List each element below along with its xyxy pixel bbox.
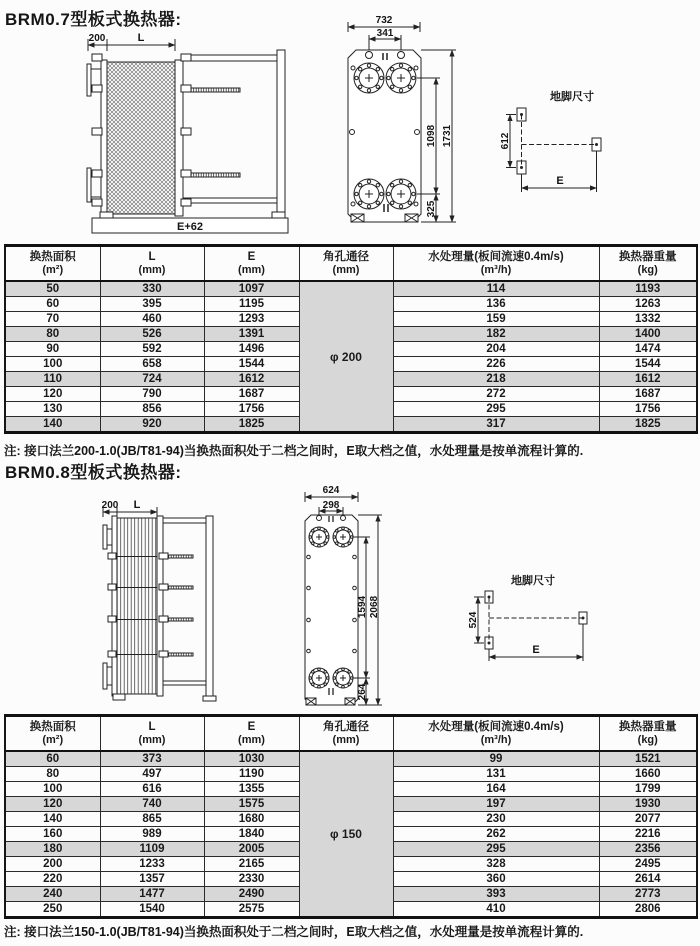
column-header: 角孔通径 (mm) — [299, 716, 393, 752]
cell: 2490 — [204, 887, 299, 902]
cell: 2005 — [204, 842, 299, 857]
cell: 226 — [393, 357, 599, 372]
cell: 1400 — [599, 327, 697, 342]
nozzle-flange — [103, 525, 107, 549]
cell: 1263 — [599, 297, 697, 312]
cell: 592 — [100, 342, 204, 357]
cell: 497 — [100, 767, 204, 782]
cell: 262 — [393, 827, 599, 842]
dim-depth-08: 200 — [101, 500, 119, 511]
cell: 100 — [5, 782, 100, 797]
cell: 1109 — [100, 842, 204, 857]
cell: 60 — [5, 297, 100, 312]
dim-port-span-08: 298 — [322, 500, 340, 511]
cell: 1540 — [100, 902, 204, 918]
feet-vertical-08: 524 — [468, 611, 479, 629]
cell: 1474 — [599, 342, 697, 357]
side-view-brm07 — [87, 39, 288, 233]
cell: 90 — [5, 342, 100, 357]
cell: 1756 — [204, 402, 299, 417]
column-header: E (mm) — [204, 716, 299, 752]
cell: 616 — [100, 782, 204, 797]
feet-diagram-brm08 — [474, 591, 587, 661]
cell: 80 — [5, 767, 100, 782]
cell: 1930 — [599, 797, 697, 812]
cell: 1825 — [204, 417, 299, 433]
table-row — [5, 281, 697, 297]
nozzle-flange — [87, 64, 91, 96]
dim-width-07: 732 — [375, 15, 393, 26]
dim-base-07: E+62 — [177, 221, 203, 233]
dim-bottom-08: 264 — [357, 683, 368, 701]
cell: 120 — [5, 797, 100, 812]
cell: 1391 — [204, 327, 299, 342]
cell: 99 — [393, 751, 599, 767]
cell: 1496 — [204, 342, 299, 357]
feet-title-07: 地脚尺寸 — [550, 91, 594, 103]
cell: 100 — [5, 357, 100, 372]
nozzle-flange — [87, 168, 91, 202]
cell: 526 — [100, 327, 204, 342]
plate-pack — [107, 62, 175, 214]
cell: 1544 — [599, 357, 697, 372]
side-view-brm08 — [103, 507, 216, 701]
column-header: 换热面积 (m²) — [5, 716, 100, 752]
cell: 1612 — [599, 372, 697, 387]
cell: 410 — [393, 902, 599, 918]
cell: 250 — [5, 902, 100, 918]
cell: 159 — [393, 312, 599, 327]
cell: 856 — [100, 402, 204, 417]
feet-horizontal-08: E — [532, 644, 540, 656]
cell: 200 — [5, 857, 100, 872]
section1-note: 注: 接口法兰200-1.0(JB/T81-94)当换热面积处于二档之间时，E取大档之值，水处理量是按单流程计算的. — [4, 444, 584, 458]
feet-diagram-brm07 — [506, 108, 601, 192]
brm07-spec-table — [4, 244, 698, 434]
cell: 460 — [100, 312, 204, 327]
dim-height-07: 1731 — [442, 124, 453, 148]
cell: 230 — [393, 812, 599, 827]
cell: 328 — [393, 857, 599, 872]
cell: 865 — [100, 812, 204, 827]
cell: 140 — [5, 812, 100, 827]
brm08-spec-table — [4, 714, 698, 919]
cell: 1293 — [204, 312, 299, 327]
cell: 180 — [5, 842, 100, 857]
cell: 724 — [100, 372, 204, 387]
cell: 295 — [393, 402, 599, 417]
cell: 2356 — [599, 842, 697, 857]
table-row — [5, 751, 697, 767]
section2-diagrams — [0, 485, 700, 713]
feet-vertical-07: 612 — [500, 132, 511, 150]
cell: 1332 — [599, 312, 697, 327]
cell: 272 — [393, 387, 599, 402]
dim-port-height-08: 1594 — [357, 595, 368, 619]
header-row — [5, 246, 697, 282]
cell: 373 — [100, 751, 204, 767]
cell: 740 — [100, 797, 204, 812]
front-view-brm07 — [348, 22, 456, 222]
cell: 1233 — [100, 857, 204, 872]
cell: 110 — [5, 372, 100, 387]
header-row — [5, 716, 697, 752]
column-header: 换热器重量 (kg) — [599, 246, 697, 282]
cell: 2773 — [599, 887, 697, 902]
cell: 120 — [5, 387, 100, 402]
cell: 1825 — [599, 417, 697, 433]
cell: 989 — [100, 827, 204, 842]
port-diameter-cell: φ 150 — [299, 751, 393, 918]
cell: 920 — [100, 417, 204, 433]
dim-port-height-07: 1098 — [426, 124, 437, 148]
cell: 70 — [5, 312, 100, 327]
dim-length-08: L — [133, 499, 141, 511]
section2-title: BRM0.8型板式换热器: — [5, 463, 182, 482]
section2-note: 注: 接口法兰150-1.0(JB/T81-94)当换热面积处于二档之间时，E取大档之值，水处理量是按单流程计算的. — [4, 925, 584, 939]
cell: 220 — [5, 872, 100, 887]
cell: 1355 — [204, 782, 299, 797]
cell: 360 — [393, 872, 599, 887]
cell: 2165 — [204, 857, 299, 872]
column-header: 角孔通径 (mm) — [299, 246, 393, 282]
cell: 1190 — [204, 767, 299, 782]
cell: 1612 — [204, 372, 299, 387]
cell: 60 — [5, 751, 100, 767]
column-header: 水处理量(板间流速0.4m/s) (m³/h) — [393, 716, 599, 752]
cell: 1193 — [599, 281, 697, 297]
cell: 240 — [5, 887, 100, 902]
cell: 131 — [393, 767, 599, 782]
cell: 160 — [5, 827, 100, 842]
cell: 1521 — [599, 751, 697, 767]
cell: 1195 — [204, 297, 299, 312]
dim-bottom-07: 325 — [426, 200, 437, 218]
cell: 393 — [393, 887, 599, 902]
cell: 1799 — [599, 782, 697, 797]
cell: 136 — [393, 297, 599, 312]
column-header: L (mm) — [100, 246, 204, 282]
cell: 50 — [5, 281, 100, 297]
cell: 1756 — [599, 402, 697, 417]
cell: 1477 — [100, 887, 204, 902]
cell: 1544 — [204, 357, 299, 372]
cell: 2575 — [204, 902, 299, 918]
feet-title-08: 地脚尺寸 — [511, 575, 555, 587]
dim-port-span-07: 341 — [376, 28, 394, 39]
cell: 130 — [5, 402, 100, 417]
feet-horizontal-07: E — [556, 175, 564, 187]
cell: 1660 — [599, 767, 697, 782]
cell: 2495 — [599, 857, 697, 872]
cell: 330 — [100, 281, 204, 297]
section1-diagrams — [0, 8, 700, 242]
column-header: 换热器重量 (kg) — [599, 716, 697, 752]
dim-depth-07: 200 — [88, 33, 106, 44]
cell: 317 — [393, 417, 599, 433]
cell: 395 — [100, 297, 204, 312]
cell: 1357 — [100, 872, 204, 887]
cell: 1840 — [204, 827, 299, 842]
column-header: 水处理量(板间流速0.4m/s) (m³/h) — [393, 246, 599, 282]
cell: 2330 — [204, 872, 299, 887]
cell: 2806 — [599, 902, 697, 918]
cell: 2614 — [599, 872, 697, 887]
port-diameter-cell: φ 200 — [299, 281, 393, 433]
cell: 1575 — [204, 797, 299, 812]
cell: 790 — [100, 387, 204, 402]
cell: 1680 — [204, 812, 299, 827]
cell: 1687 — [204, 387, 299, 402]
cell: 1030 — [204, 751, 299, 767]
cell: 204 — [393, 342, 599, 357]
plate-pack — [117, 518, 157, 694]
cell: 164 — [393, 782, 599, 797]
cell: 2216 — [599, 827, 697, 842]
column-header: L (mm) — [100, 716, 204, 752]
cell: 197 — [393, 797, 599, 812]
dim-height-08: 2068 — [369, 595, 380, 619]
cell: 114 — [393, 281, 599, 297]
cell: 2077 — [599, 812, 697, 827]
nozzle-flange — [103, 663, 107, 689]
dim-length-07: L — [137, 32, 145, 44]
cell: 658 — [100, 357, 204, 372]
cell: 1097 — [204, 281, 299, 297]
cell: 295 — [393, 842, 599, 857]
cell: 80 — [5, 327, 100, 342]
cell: 182 — [393, 327, 599, 342]
section1-title: BRM0.7型板式换热器: — [5, 10, 182, 29]
dim-width-08: 624 — [322, 485, 340, 496]
cell: 140 — [5, 417, 100, 433]
cell: 1687 — [599, 387, 697, 402]
column-header: E (mm) — [204, 246, 299, 282]
column-header: 换热面积 (m²) — [5, 246, 100, 282]
cell: 218 — [393, 372, 599, 387]
